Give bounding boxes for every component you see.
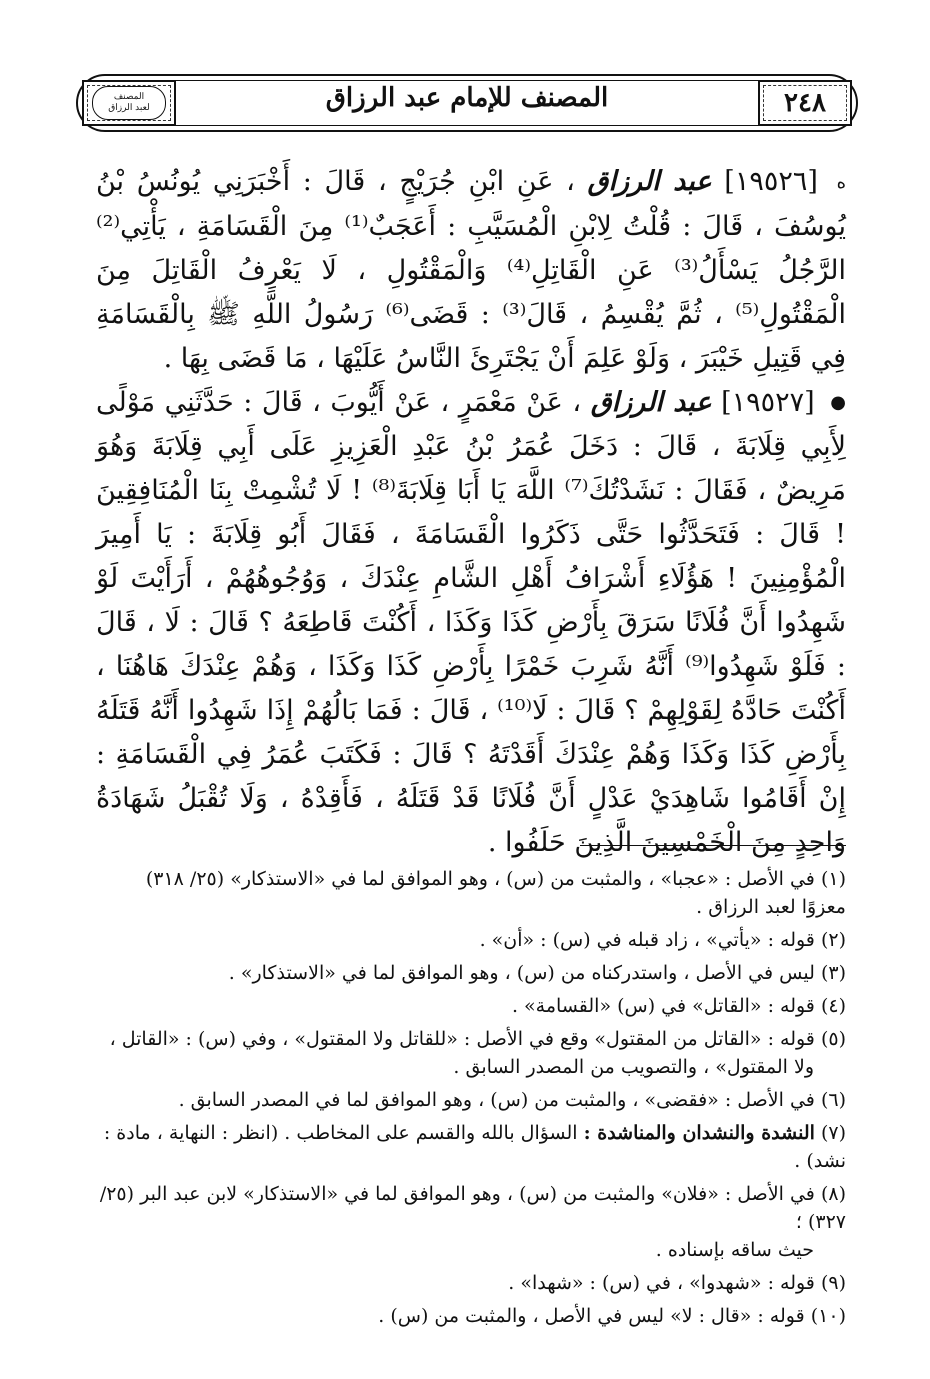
- footnote-item: [96, 865, 846, 921]
- footnote-number: (٤): [820, 995, 846, 1017]
- footnote-continuation: ولا المقتول» ، والتصويب من المصدر السابق .: [453, 1056, 814, 1078]
- footnote-number: (٢): [820, 929, 846, 951]
- hadith-author: عبد الرزاق: [590, 386, 712, 418]
- hadith-number: [١٩٥٢٦]: [724, 166, 818, 197]
- main-text: [96, 160, 846, 865]
- hadith-paragraph: [96, 381, 846, 866]
- footnote-text: قوله : «قال : لا» ليس في الأصل ، والمثبت من (س) .: [378, 1305, 805, 1327]
- footnote-text: السؤال بالله والقسم على المخاطب . (انظر : النهاية ، مادة : نشد) .: [103, 1122, 846, 1172]
- page-number: ٢٤٨: [778, 88, 832, 118]
- footnote-number: (٦): [820, 1089, 846, 1111]
- footnote-text: قوله : «شهدوا» ، في (س) : «شهدا» .: [508, 1272, 815, 1294]
- footnote-item: [96, 926, 846, 954]
- footnote-item: [96, 1086, 846, 1114]
- footnote-text: في الأصل : «فلان» والمثبت من (س) ، وهو الموافق لما في «الاستذكار» لابن عبد البر (٢٥/ ٣٢٧) ؛: [99, 1183, 846, 1233]
- footnote-text: في الأصل : «عجبا» ، والمثبت من (س) ، وهو الموافق لما في «الاستذكار» (٢٥/ ٣١٨) معزوًا لعبد الرزاق .: [145, 868, 846, 918]
- footnote-item: [96, 1180, 846, 1264]
- hadith-marker: ●: [830, 392, 846, 413]
- hadith-marker: ه: [836, 171, 846, 193]
- footnote-item: [96, 992, 846, 1020]
- footnote-divider: [580, 845, 846, 846]
- footnote-item: [96, 1025, 846, 1081]
- footnote-text: في الأصل : «فقضى» ، والمثبت من (س) ، وهو الموافق لما في المصدر السابق .: [178, 1089, 815, 1111]
- footnote-number: (٨): [820, 1183, 846, 1205]
- hadith-text: ، عَنْ مَعْمَرٍ ، عَنْ أَيُّوبَ ، قَالَ : حَدَّثَنِي مَوْلًى لِأَبِي قِلَابَةَ ، قَالَ : دَخَلَ عُمَرُ بْنُ عَبْدِ الْعَزِيزِ عَلَى أَبِي قِلَابَةَ وَهُوَ مَرِيضٌ ، فَقَالَ : نَشَدْتُكَ⁽⁷⁾ اللَّهَ يَا أَبَا قِلَابَةَ⁽⁸⁾ ! لَا تُشْمِتْ بِنَا الْمُنَافِقِينَ ! قَالَ : فَتَحَدَّثُوا حَتَّى ذَكَرُوا الْقَسَامَةَ ، فَقَالَ أَبُو قِلَابَةَ : يَا أَمِيرَ الْمُؤْمِنِينَ ! هَؤُلَاءِ أَشْرَافُ أَهْلِ الشَّامِ عِنْدَكَ ، وَوُجُوهُهُمْ ، أَرَأَيْتَ لَوْ شَهِدُوا أَنَّ فُلَانًا سَرَقَ بِأَرْضِ كَذَا وَكَذَا ، أَكُنْتَ قَاطِعَهُ ؟ قَالَ : لَا ، قَالَ : فَلَوْ شَهِدُوا⁽⁹⁾ أَنَّهُ شَرِبَ خَمْرًا بِأَرْضِ كَذَا وَكَذَا ، وَهُمْ عِنْدَكَ هَاهُنَا ، أَكُنْتَ حَادَّهُ لِقَوْلِهِمْ ؟ قَالَ : لَا⁽¹⁰⁾ ، قَالَ : فَمَا بَالُهُمْ إِذَا شَهِدُوا أَنَّهُ قَتَلَهُ بِأَرْضِ كَذَا وَكَذَا وَهُمْ عِنْدَكَ أَقَدْتَهُ ؟ قَالَ : فَكَتَبَ عُمَرُ فِي الْقَسَامَةِ : إِنْ أَقَامُوا شَاهِدَيْ عَدْلٍ أَنَّ فُلَانًا قَدْ قَتَلَهُ ، فَأَقِدْهُ ، وَلَا تُقْبَلُ شَهَادَةُ وَاحِدٍ مِنَ الْخَمْسِينَ الَّذِينَ حَلَفُوا .: [96, 386, 847, 858]
- footnote-text: قوله : «يأتي» ، زاد قبله في (س) : «أن» .: [479, 929, 815, 951]
- seal-line-2: لعبد الرزاق: [108, 103, 150, 113]
- footnote-number: (٩): [820, 1272, 846, 1294]
- footnote-text: قوله : «القاتل» في (س) «القسامة» .: [511, 995, 815, 1017]
- hadith-author: عبد الرزاق: [587, 166, 712, 197]
- page-number-ornament: [758, 80, 852, 126]
- hadith-number: [١٩٥٢٧]: [721, 386, 815, 418]
- footnote-number: (٣): [820, 962, 846, 984]
- header-seal-ornament: [82, 80, 176, 126]
- footnote-number: (٧): [820, 1122, 846, 1144]
- footnotes: [96, 865, 846, 1335]
- footnote-term: النشدة والنشدان والمناشدة :: [583, 1122, 815, 1144]
- footnote-item: [96, 959, 846, 987]
- footnote-number: (١): [820, 868, 846, 890]
- footnote-item: [96, 1119, 846, 1175]
- footnote-text: ليس في الأصل ، واستدركناه من (س) ، وهو الموافق لما في «الاستذكار» .: [228, 962, 815, 984]
- hadith-paragraph: [96, 160, 846, 381]
- footnote-continuation: حيث ساقه بإسناده .: [655, 1239, 814, 1261]
- page-header: [76, 74, 858, 132]
- header-seal: [92, 86, 166, 120]
- footnote-item: [96, 1269, 846, 1297]
- footnote-text: قوله : «القاتل من المقتول» وقع في الأصل : «للقاتل ولا المقتول» ، وفي (س) : «القاتل ،: [109, 1028, 815, 1050]
- footnote-item: [96, 1302, 846, 1330]
- seal-line-1: المصنف: [113, 92, 145, 102]
- footnote-number: (٥): [820, 1028, 846, 1050]
- hadith-text: ، عَنِ ابْنِ جُرَيْجٍ ، قَالَ : أَخْبَرَنِي يُونُسُ بْنُ يُوسُفَ ، قَالَ : قُلْتُ لِابْنِ الْمُسَيَّبِ : أَعَجَبٌ⁽¹⁾ مِنَ الْقَسَامَةِ ، يَأْتِي⁽²⁾ الرَّجُلُ يَسْأَلُ⁽³⁾ عَنِ الْقَاتِلِ⁽⁴⁾ وَالْمَقْتُولِ ، لَا يَعْرِفُ الْقَاتِلَ مِنَ الْمَقْتُولِ⁽⁵⁾ ، ثُمَّ يُقْسِمُ ، قَالَ⁽³⁾ : قَضَى⁽⁶⁾ رَسُولُ اللَّهِ ﷺ بِالْقَسَامَةِ فِي قَتِيلِ خَيْبَرَ ، وَلَوْ عَلِمَ أَنْ يَجْتَرِئَ النَّاسُ عَلَيْهَا ، مَا قَضَى بِهَا .: [96, 166, 846, 374]
- footnote-number: (١٠): [810, 1305, 846, 1327]
- running-title: المصنف للإمام عبد الرزاق: [325, 83, 609, 113]
